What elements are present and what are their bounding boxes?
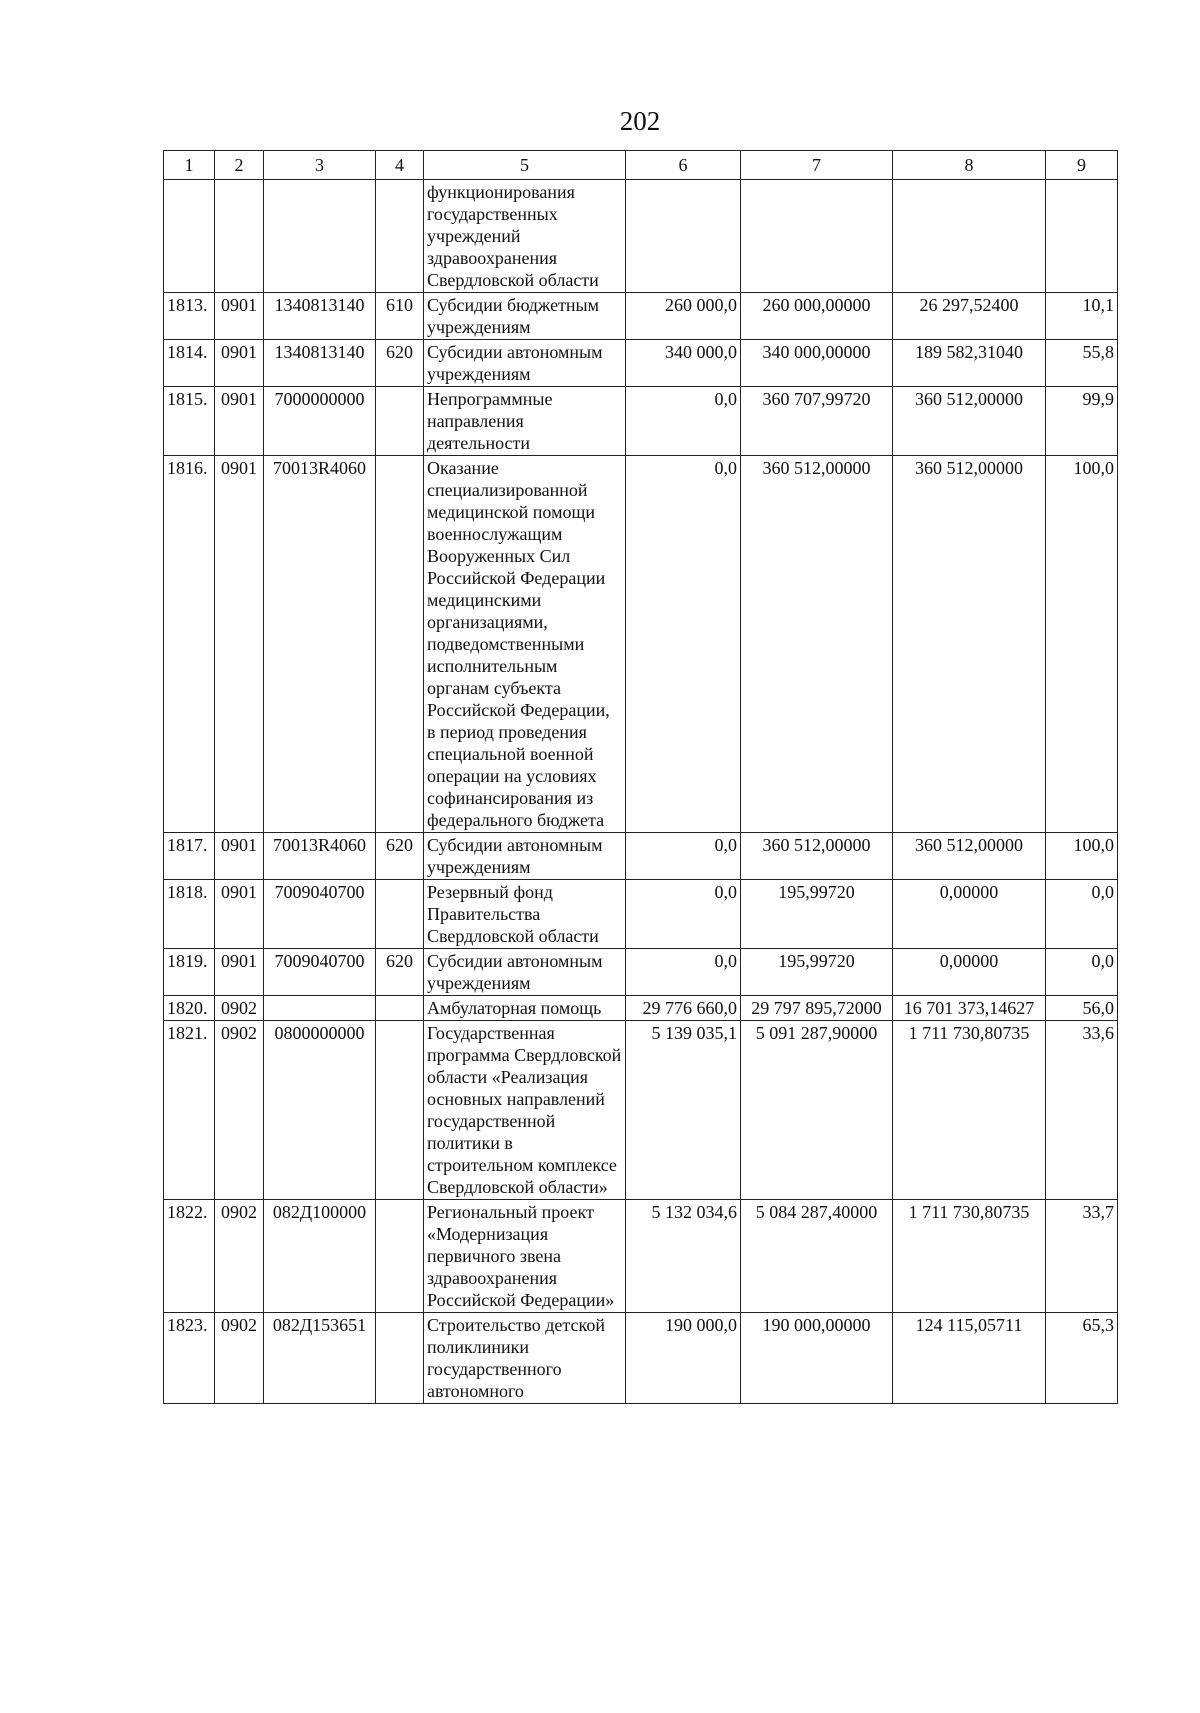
planned-amount: 195,99720 — [741, 880, 893, 949]
page-number: 202 — [619, 106, 661, 136]
column-header: 4 — [376, 151, 424, 180]
row-number: 1819. — [164, 949, 215, 996]
expense-type-code — [376, 1021, 424, 1200]
table-row — [164, 293, 1118, 340]
planned-amount: 195,99720 — [741, 949, 893, 996]
item-name: Субсидии автономным учреждениям — [424, 833, 626, 880]
planned-amount: 340 000,00000 — [741, 340, 893, 387]
planned-amount: 360 512,00000 — [741, 456, 893, 833]
planned-amount: 360 707,99720 — [741, 387, 893, 456]
column-header: 6 — [626, 151, 741, 180]
item-name: Субсидии автономным учреждениям — [424, 949, 626, 996]
section-code — [215, 180, 264, 293]
section-code: 0902 — [215, 1313, 264, 1404]
expense-type-code — [376, 387, 424, 456]
execution-percent — [1046, 180, 1118, 293]
target-article-code: 7009040700 — [264, 880, 376, 949]
approved-amount: 29 776 660,0 — [626, 996, 741, 1021]
table-row — [164, 880, 1118, 949]
planned-amount: 29 797 895,72000 — [741, 996, 893, 1021]
table-row — [164, 1200, 1118, 1313]
target-article-code: 082Д153651 — [264, 1313, 376, 1404]
column-header: 1 — [164, 151, 215, 180]
target-article-code: 1340813140 — [264, 340, 376, 387]
executed-amount: 0,00000 — [893, 949, 1046, 996]
table-row — [164, 1313, 1118, 1404]
section-code: 0901 — [215, 340, 264, 387]
expense-type-code — [376, 996, 424, 1021]
executed-amount: 360 512,00000 — [893, 456, 1046, 833]
target-article-code: 082Д100000 — [264, 1200, 376, 1313]
column-header: 2 — [215, 151, 264, 180]
section-code: 0901 — [215, 880, 264, 949]
table-row — [164, 387, 1118, 456]
table-header-row — [164, 151, 1118, 180]
execution-percent: 100,0 — [1046, 833, 1118, 880]
column-header: 8 — [893, 151, 1046, 180]
column-header: 9 — [1046, 151, 1118, 180]
table-row — [164, 180, 1118, 293]
table-row — [164, 949, 1118, 996]
execution-percent: 33,7 — [1046, 1200, 1118, 1313]
item-name: Непрограммные направления деятельности — [424, 387, 626, 456]
expense-type-code — [376, 456, 424, 833]
row-number: 1820. — [164, 996, 215, 1021]
row-number: 1813. — [164, 293, 215, 340]
planned-amount — [741, 180, 893, 293]
execution-percent: 0,0 — [1046, 949, 1118, 996]
table-row — [164, 996, 1118, 1021]
row-number — [164, 180, 215, 293]
target-article-code — [264, 996, 376, 1021]
section-code: 0902 — [215, 996, 264, 1021]
target-article-code: 70013R4060 — [264, 456, 376, 833]
planned-amount: 360 512,00000 — [741, 833, 893, 880]
item-name: Государственная программа Свердловской области «Реализация основных направлений государственной политики в строительном комплексе Свердловской области» — [424, 1021, 626, 1200]
execution-percent: 99,9 — [1046, 387, 1118, 456]
executed-amount: 124 115,05711 — [893, 1313, 1046, 1404]
approved-amount — [626, 180, 741, 293]
approved-amount: 5 139 035,1 — [626, 1021, 741, 1200]
planned-amount: 260 000,00000 — [741, 293, 893, 340]
executed-amount: 189 582,31040 — [893, 340, 1046, 387]
expense-type-code: 620 — [376, 340, 424, 387]
expense-type-code — [376, 1200, 424, 1313]
table-row — [164, 833, 1118, 880]
executed-amount: 16 701 373,14627 — [893, 996, 1046, 1021]
column-header: 3 — [264, 151, 376, 180]
table-row — [164, 456, 1118, 833]
planned-amount: 190 000,00000 — [741, 1313, 893, 1404]
row-number: 1821. — [164, 1021, 215, 1200]
target-article-code: 1340813140 — [264, 293, 376, 340]
section-code: 0901 — [215, 387, 264, 456]
approved-amount: 5 132 034,6 — [626, 1200, 741, 1313]
executed-amount: 360 512,00000 — [893, 387, 1046, 456]
executed-amount: 0,00000 — [893, 880, 1046, 949]
expense-type-code — [376, 880, 424, 949]
execution-percent: 33,6 — [1046, 1021, 1118, 1200]
section-code: 0901 — [215, 949, 264, 996]
item-name: функционирования государственных учреждений здравоохранения Свердловской области — [424, 180, 626, 293]
approved-amount: 0,0 — [626, 456, 741, 833]
approved-amount: 0,0 — [626, 949, 741, 996]
approved-amount: 0,0 — [626, 387, 741, 456]
expense-type-code — [376, 180, 424, 293]
section-code: 0901 — [215, 293, 264, 340]
target-article-code: 70013R4060 — [264, 833, 376, 880]
item-name: Субсидии бюджетным учреждениям — [424, 293, 626, 340]
expense-type-code: 620 — [376, 833, 424, 880]
expense-type-code: 610 — [376, 293, 424, 340]
item-name: Оказание специализированной медицинской помощи военнослужащим Вооруженных Сил Российской Федерации медицинскими организациями, подведомственными исполнительным органам субъекта Российской Федерации, в период проведения специальной военной операции на условиях софинансирования из федерального бюджета — [424, 456, 626, 833]
approved-amount: 260 000,0 — [626, 293, 741, 340]
table-row — [164, 340, 1118, 387]
target-article-code: 7009040700 — [264, 949, 376, 996]
execution-percent: 0,0 — [1046, 880, 1118, 949]
executed-amount: 1 711 730,80735 — [893, 1021, 1046, 1200]
row-number: 1817. — [164, 833, 215, 880]
planned-amount: 5 091 287,90000 — [741, 1021, 893, 1200]
item-name: Амбулаторная помощь — [424, 996, 626, 1021]
approved-amount: 190 000,0 — [626, 1313, 741, 1404]
section-code: 0902 — [215, 1200, 264, 1313]
row-number: 1815. — [164, 387, 215, 456]
execution-percent: 55,8 — [1046, 340, 1118, 387]
expense-type-code: 620 — [376, 949, 424, 996]
approved-amount: 0,0 — [626, 880, 741, 949]
execution-percent: 65,3 — [1046, 1313, 1118, 1404]
row-number: 1823. — [164, 1313, 215, 1404]
executed-amount: 360 512,00000 — [893, 833, 1046, 880]
executed-amount: 26 297,52400 — [893, 293, 1046, 340]
section-code: 0901 — [215, 833, 264, 880]
column-header: 7 — [741, 151, 893, 180]
item-name: Строительство детской поликлиники государственного автономного — [424, 1313, 626, 1404]
planned-amount: 5 084 287,40000 — [741, 1200, 893, 1313]
executed-amount — [893, 180, 1046, 293]
expense-type-code — [376, 1313, 424, 1404]
row-number: 1818. — [164, 880, 215, 949]
target-article-code — [264, 180, 376, 293]
row-number: 1816. — [164, 456, 215, 833]
target-article-code: 7000000000 — [264, 387, 376, 456]
section-code: 0901 — [215, 456, 264, 833]
row-number: 1822. — [164, 1200, 215, 1313]
table-row — [164, 1021, 1118, 1200]
target-article-code: 0800000000 — [264, 1021, 376, 1200]
approved-amount: 0,0 — [626, 833, 741, 880]
section-code: 0902 — [215, 1021, 264, 1200]
approved-amount: 340 000,0 — [626, 340, 741, 387]
budget-table — [163, 150, 1118, 1404]
column-header: 5 — [424, 151, 626, 180]
execution-percent: 10,1 — [1046, 293, 1118, 340]
execution-percent: 100,0 — [1046, 456, 1118, 833]
item-name: Региональный проект «Модернизация первичного звена здравоохранения Российской Федерации» — [424, 1200, 626, 1313]
executed-amount: 1 711 730,80735 — [893, 1200, 1046, 1313]
row-number: 1814. — [164, 340, 215, 387]
item-name: Резервный фонд Правительства Свердловской области — [424, 880, 626, 949]
execution-percent: 56,0 — [1046, 996, 1118, 1021]
item-name: Субсидии автономным учреждениям — [424, 340, 626, 387]
